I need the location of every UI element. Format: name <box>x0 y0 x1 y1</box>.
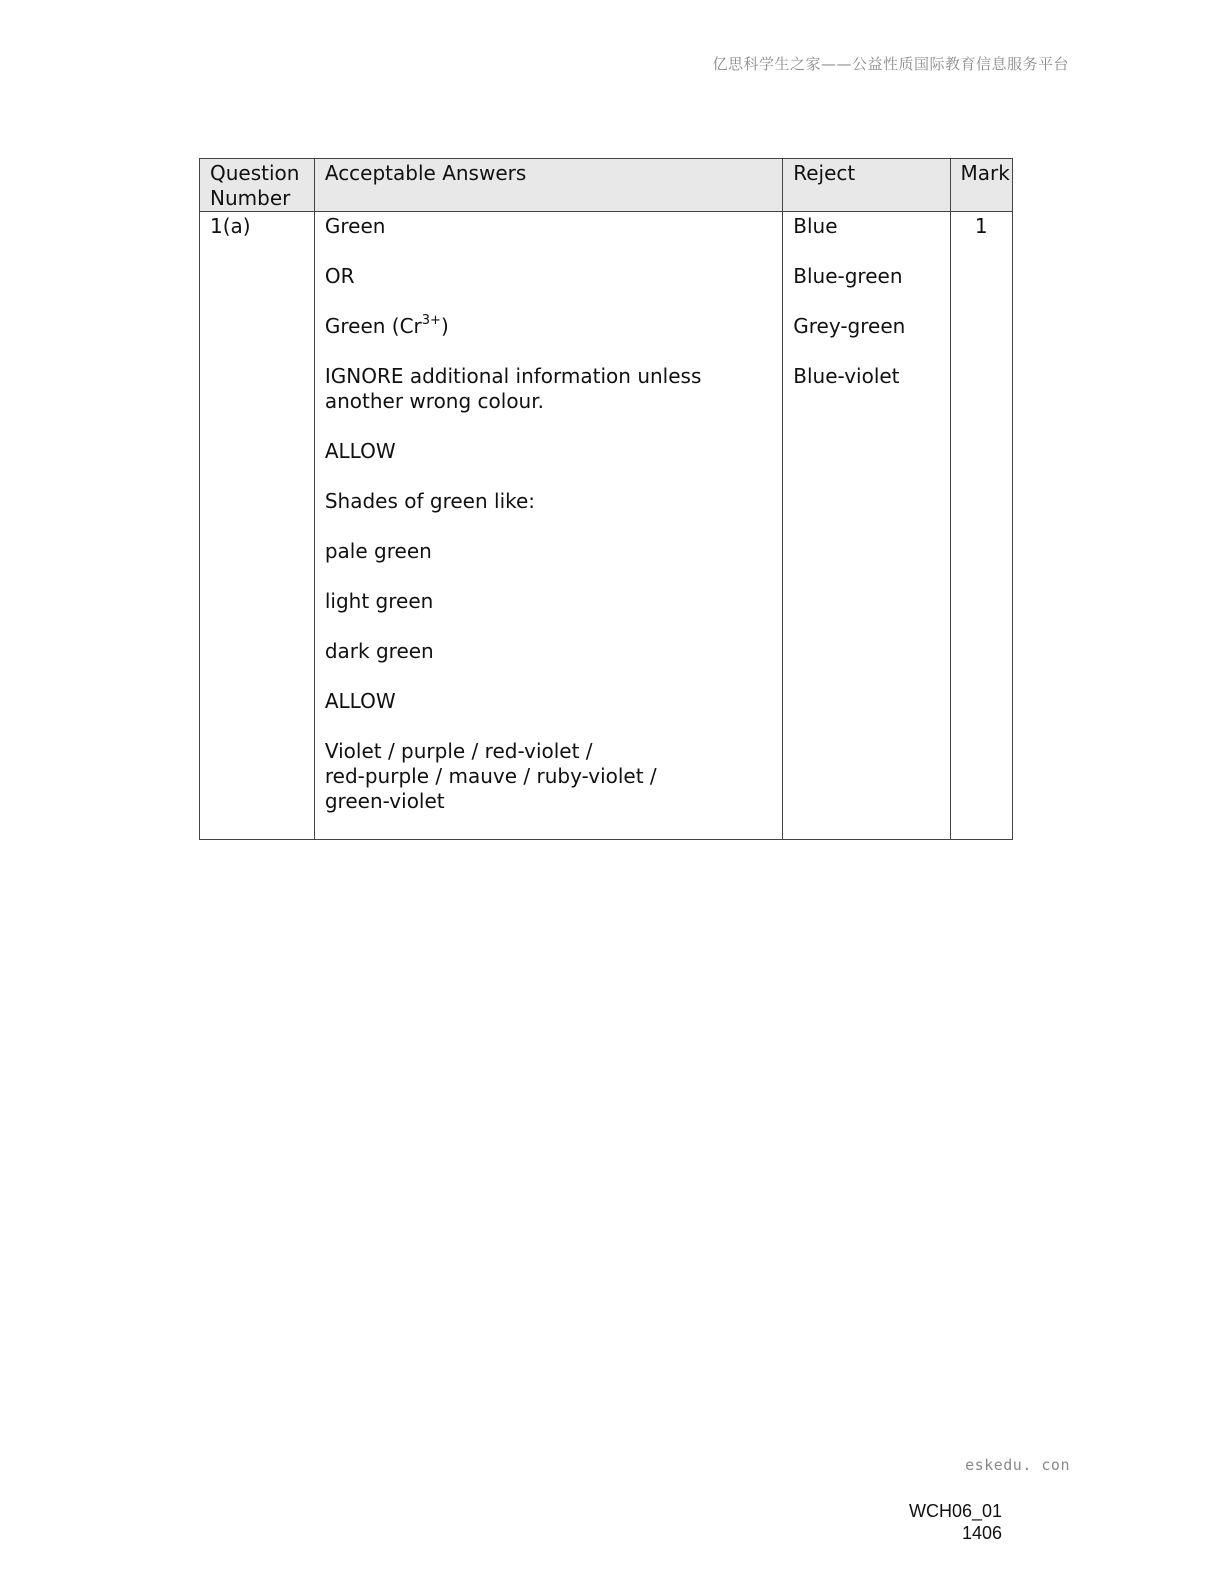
mark-value: 1 <box>950 212 1012 840</box>
footer-watermark: eskedu. con <box>965 1456 1070 1474</box>
question-number: 1(a) <box>200 212 315 840</box>
mark-scheme-table <box>199 158 1013 840</box>
page-code <box>909 1500 1002 1544</box>
answer-text: Green (Cr <box>324 314 422 338</box>
answer-line: Shades of green like: <box>324 489 536 513</box>
reject-item: Blue <box>793 214 838 238</box>
answer-paragraph <box>325 364 772 414</box>
reject-cell <box>783 212 950 840</box>
answer-text: another wrong colour. <box>324 389 544 413</box>
answer-line: OR <box>324 264 355 288</box>
answer-line: light green <box>324 589 434 613</box>
header-acceptable-answers: Acceptable Answers <box>314 159 782 212</box>
answer-text: ) <box>440 314 449 338</box>
answer-paragraph <box>325 739 772 814</box>
answer-text: IGNORE additional information unless <box>324 364 702 388</box>
header-reject: Reject <box>783 159 950 212</box>
paper-code: WCH06_01 <box>908 1501 1002 1521</box>
answer-line-chromium <box>325 314 772 339</box>
answer-line: ALLOW <box>324 689 396 713</box>
reject-item: Grey-green <box>793 314 906 338</box>
acceptable-answers-cell <box>314 212 782 840</box>
header-question-number <box>200 159 315 212</box>
table-header-row <box>200 159 1013 212</box>
answer-line: dark green <box>324 639 434 663</box>
answer-text: Violet / purple / red-violet / <box>324 739 593 763</box>
answer-text: green-violet <box>324 789 445 813</box>
answer-line: Green <box>324 214 386 238</box>
table-row <box>200 212 1013 840</box>
header-question-line1: Question <box>210 161 300 185</box>
reject-item: Blue-green <box>793 264 903 288</box>
header-question-line2: Number <box>210 186 291 210</box>
site-header-text: 亿思科学生之家——公益性质国际教育信息服务平台 <box>712 55 1069 73</box>
answer-line: pale green <box>324 539 432 563</box>
answer-line: ALLOW <box>324 439 396 463</box>
answer-text: red-purple / mauve / ruby-violet / <box>324 764 657 788</box>
charge-superscript: 3+ <box>421 313 441 329</box>
exam-series: 1406 <box>961 1523 1002 1543</box>
reject-item: Blue-violet <box>793 364 900 388</box>
header-mark: Mark <box>950 159 1012 212</box>
